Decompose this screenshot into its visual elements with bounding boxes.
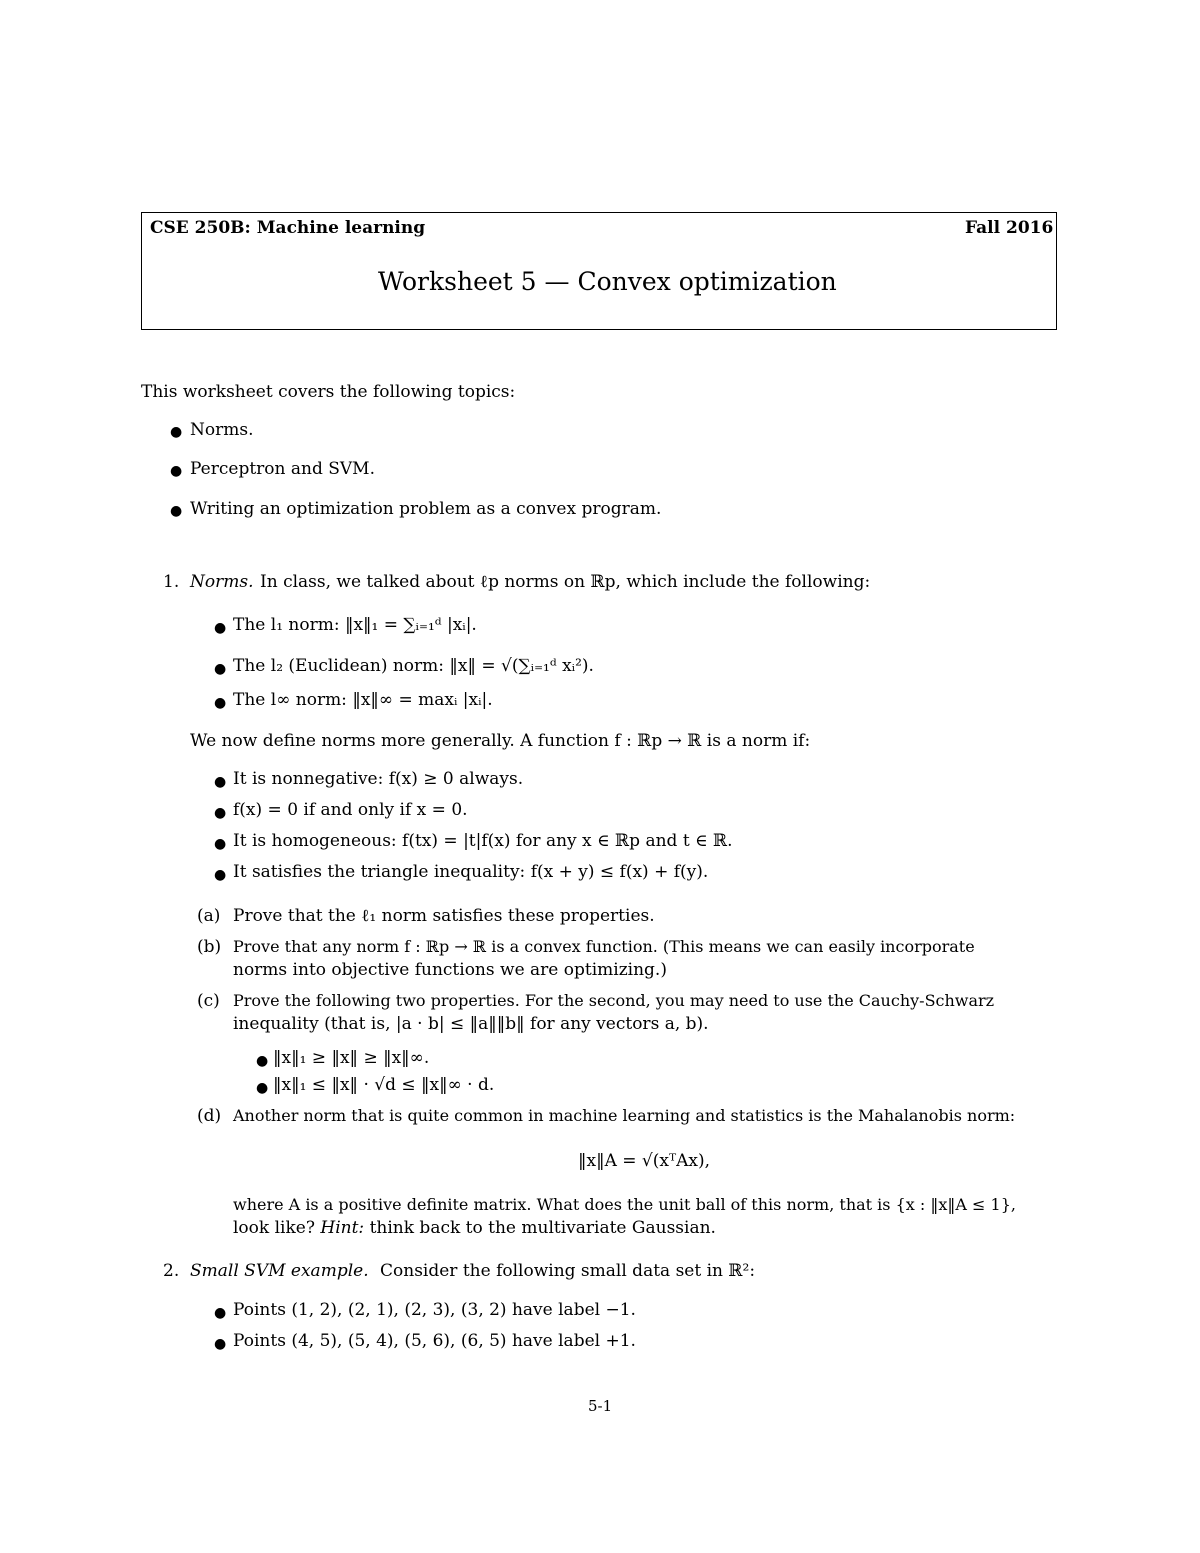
inequality-item: ‖x‖₁ ≥ ‖x‖ ≥ ‖x‖∞. xyxy=(273,1048,430,1068)
part-d-text xyxy=(233,1219,716,1239)
part-d-text: Another norm that is quite common in machine learning and statistics is the Mahalanobis norm: xyxy=(233,1106,1016,1125)
part-a-text: Prove that the ℓ₁ norm satisfies these properties. xyxy=(233,906,655,926)
question-lead: Consider the following small data set in ℝ²: xyxy=(380,1261,756,1281)
bullet-icon: ● xyxy=(214,836,227,852)
property-item: It satisfies the triangle inequality: f(x + y) ≤ f(x) + f(y). xyxy=(233,862,709,882)
part-b-text: norms into objective functions we are optimizing.) xyxy=(233,960,667,980)
course-name: CSE 250B: Machine learning xyxy=(150,218,426,238)
worksheet-title: Worksheet 5 — Convex optimization xyxy=(378,267,837,296)
points-item: Points (1, 2), (2, 1), (2, 3), (3, 2) have label −1. xyxy=(233,1300,636,1320)
term: Fall 2016 xyxy=(965,218,1054,238)
bullet-icon: ● xyxy=(214,774,227,790)
topic-item: Writing an optimization problem as a convex program. xyxy=(190,499,662,519)
topic-item: Norms. xyxy=(190,420,254,440)
bullet-icon: ● xyxy=(170,463,183,479)
part-c-text: inequality (that is, |a · b| ≤ ‖a‖‖b‖ for any vectors a, b). xyxy=(233,1014,709,1034)
inequality-item: ‖x‖₁ ≤ ‖x‖ · √d ≤ ‖x‖∞ · d. xyxy=(273,1075,495,1095)
question-lead: In class, we talked about ℓp norms on ℝp, which include the following: xyxy=(260,572,871,592)
points-item: Points (4, 5), (5, 4), (5, 6), (6, 5) have label +1. xyxy=(233,1331,636,1351)
norm-item: The l∞ norm: ‖x‖∞ = maxᵢ |xᵢ|. xyxy=(233,690,493,710)
bullet-icon: ● xyxy=(256,1053,269,1069)
mahalanobis-formula: ‖x‖A = √(xᵀAx), xyxy=(578,1151,711,1171)
bullet-icon: ● xyxy=(214,1336,227,1352)
bullet-icon: ● xyxy=(214,805,227,821)
bullet-icon: ● xyxy=(170,424,183,440)
part-label: (c) xyxy=(197,991,220,1011)
question-number: 1. xyxy=(163,572,180,592)
bullet-icon: ● xyxy=(214,867,227,883)
part-d-text: where A is a positive definite matrix. What does the unit ball of this norm, that is {x : ‖x‖A ≤ 1}, xyxy=(233,1195,1016,1214)
part-label: (b) xyxy=(197,937,222,957)
property-item: It is homogeneous: f(tx) = |t|f(x) for any x ∈ ℝp and t ∈ ℝ. xyxy=(233,831,733,851)
intro-text: This worksheet covers the following topics: xyxy=(141,382,516,402)
bullet-icon: ● xyxy=(170,503,183,519)
definition-text: We now define norms more generally. A function f : ℝp → ℝ is a norm if: xyxy=(190,731,811,751)
question-heading: Small SVM example. xyxy=(190,1261,369,1281)
part-c-text: Prove the following two properties. For the second, you may need to use the Cauchy-Schwarz xyxy=(233,991,995,1010)
bullet-icon: ● xyxy=(214,620,227,636)
hint-text: think back to the multivariate Gaussian. xyxy=(369,1218,716,1238)
page-number: 5-1 xyxy=(588,1397,613,1415)
part-label: (d) xyxy=(197,1106,222,1126)
norm-item: The l₁ norm: ‖x‖₁ = ∑ᵢ₌₁ᵈ |xᵢ|. xyxy=(233,615,477,635)
hint-label: Hint: xyxy=(320,1218,365,1238)
topic-item: Perceptron and SVM. xyxy=(190,459,375,479)
property-item: It is nonnegative: f(x) ≥ 0 always. xyxy=(233,769,524,789)
property-item: f(x) = 0 if and only if x = 0. xyxy=(233,800,468,820)
part-label: (a) xyxy=(197,906,221,926)
question-heading: Norms. xyxy=(190,572,254,592)
bullet-icon: ● xyxy=(256,1080,269,1096)
bullet-icon: ● xyxy=(214,1305,227,1321)
part-d-question: look like? xyxy=(233,1218,315,1238)
bullet-icon: ● xyxy=(214,661,227,677)
norm-item: The l₂ (Euclidean) norm: ‖x‖ = √(∑ᵢ₌₁ᵈ xᵢ²). xyxy=(233,656,594,676)
part-b-text: Prove that any norm f : ℝp → ℝ is a convex function. (This means we can easily incorporate xyxy=(233,937,975,956)
bullet-icon: ● xyxy=(214,695,227,711)
question-number: 2. xyxy=(163,1261,180,1281)
